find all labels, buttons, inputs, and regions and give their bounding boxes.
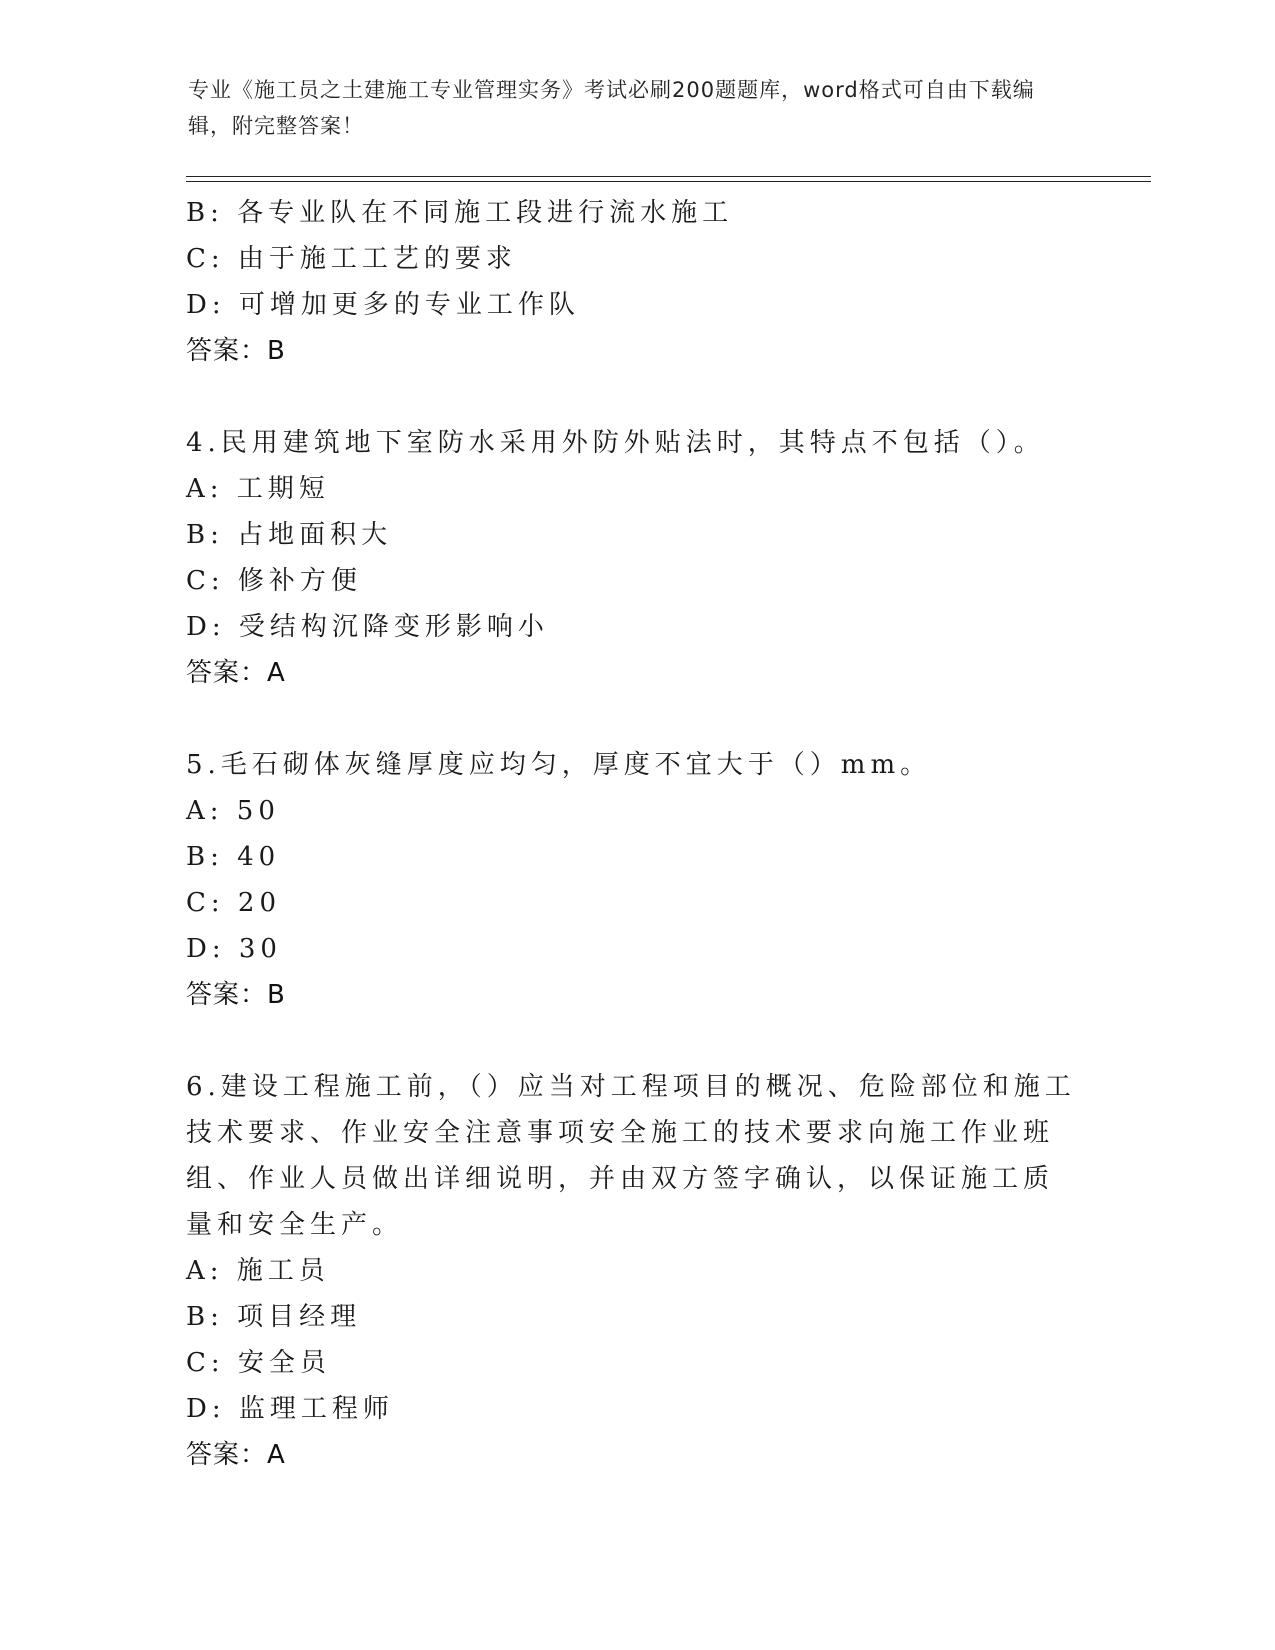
question-block-3 <box>186 190 1076 374</box>
option-c: C: 修补方便 <box>186 566 362 596</box>
option-c: C: 安全员 <box>186 1348 331 1378</box>
option-a: A: 50 <box>186 796 280 826</box>
header-divider-bottom <box>186 181 1151 182</box>
document-header: 专业《施工员之土建施工专业管理实务》考试必刷200题题库，word格式可自由下载编辑，附完整答案！ <box>188 78 1035 138</box>
option-d: D: 30 <box>186 934 282 964</box>
option-c: C: 由于施工工艺的要求 <box>186 244 517 274</box>
option-d: D: 可增加更多的专业工作队 <box>186 290 580 320</box>
question-text: 4.民用建筑地下室防水采用外防外贴法时，其特点不包括（）。 <box>186 428 1045 458</box>
question-block-6 <box>186 1064 1076 1478</box>
answer-line: 答案：B <box>186 980 286 1010</box>
question-text: 6.建设工程施工前，（）应当对工程项目的概况、危险部位和施工技术要求、作业安全注意事项安全施工的技术要求向施工作业班组、作业人员做出详细说明，并由双方签字确认，以保证施工质量和安全生产。 <box>186 1072 1076 1240</box>
option-a: A: 施工员 <box>186 1256 330 1286</box>
option-b: B: 40 <box>186 842 281 872</box>
option-b: B: 各专业队在不同施工段进行流水施工 <box>186 198 734 228</box>
option-d: D: 监理工程师 <box>186 1394 394 1424</box>
option-c: C: 20 <box>186 888 282 918</box>
answer-line: 答案：A <box>186 1440 286 1470</box>
question-block-4 <box>186 420 1076 696</box>
question-block-5 <box>186 742 1076 1018</box>
question-text: 5.毛石砌体灰缝厚度应均匀，厚度不宜大于（）mm。 <box>186 750 932 780</box>
option-d: D: 受结构沉降变形影响小 <box>186 612 549 642</box>
option-b: B: 项目经理 <box>186 1302 362 1332</box>
header-divider-top <box>186 176 1151 177</box>
question-list <box>186 190 1076 1478</box>
answer-line: 答案：A <box>186 658 286 688</box>
option-a: A: 工期短 <box>186 474 330 504</box>
answer-line: 答案：B <box>186 336 286 366</box>
option-b: B: 占地面积大 <box>186 520 393 550</box>
